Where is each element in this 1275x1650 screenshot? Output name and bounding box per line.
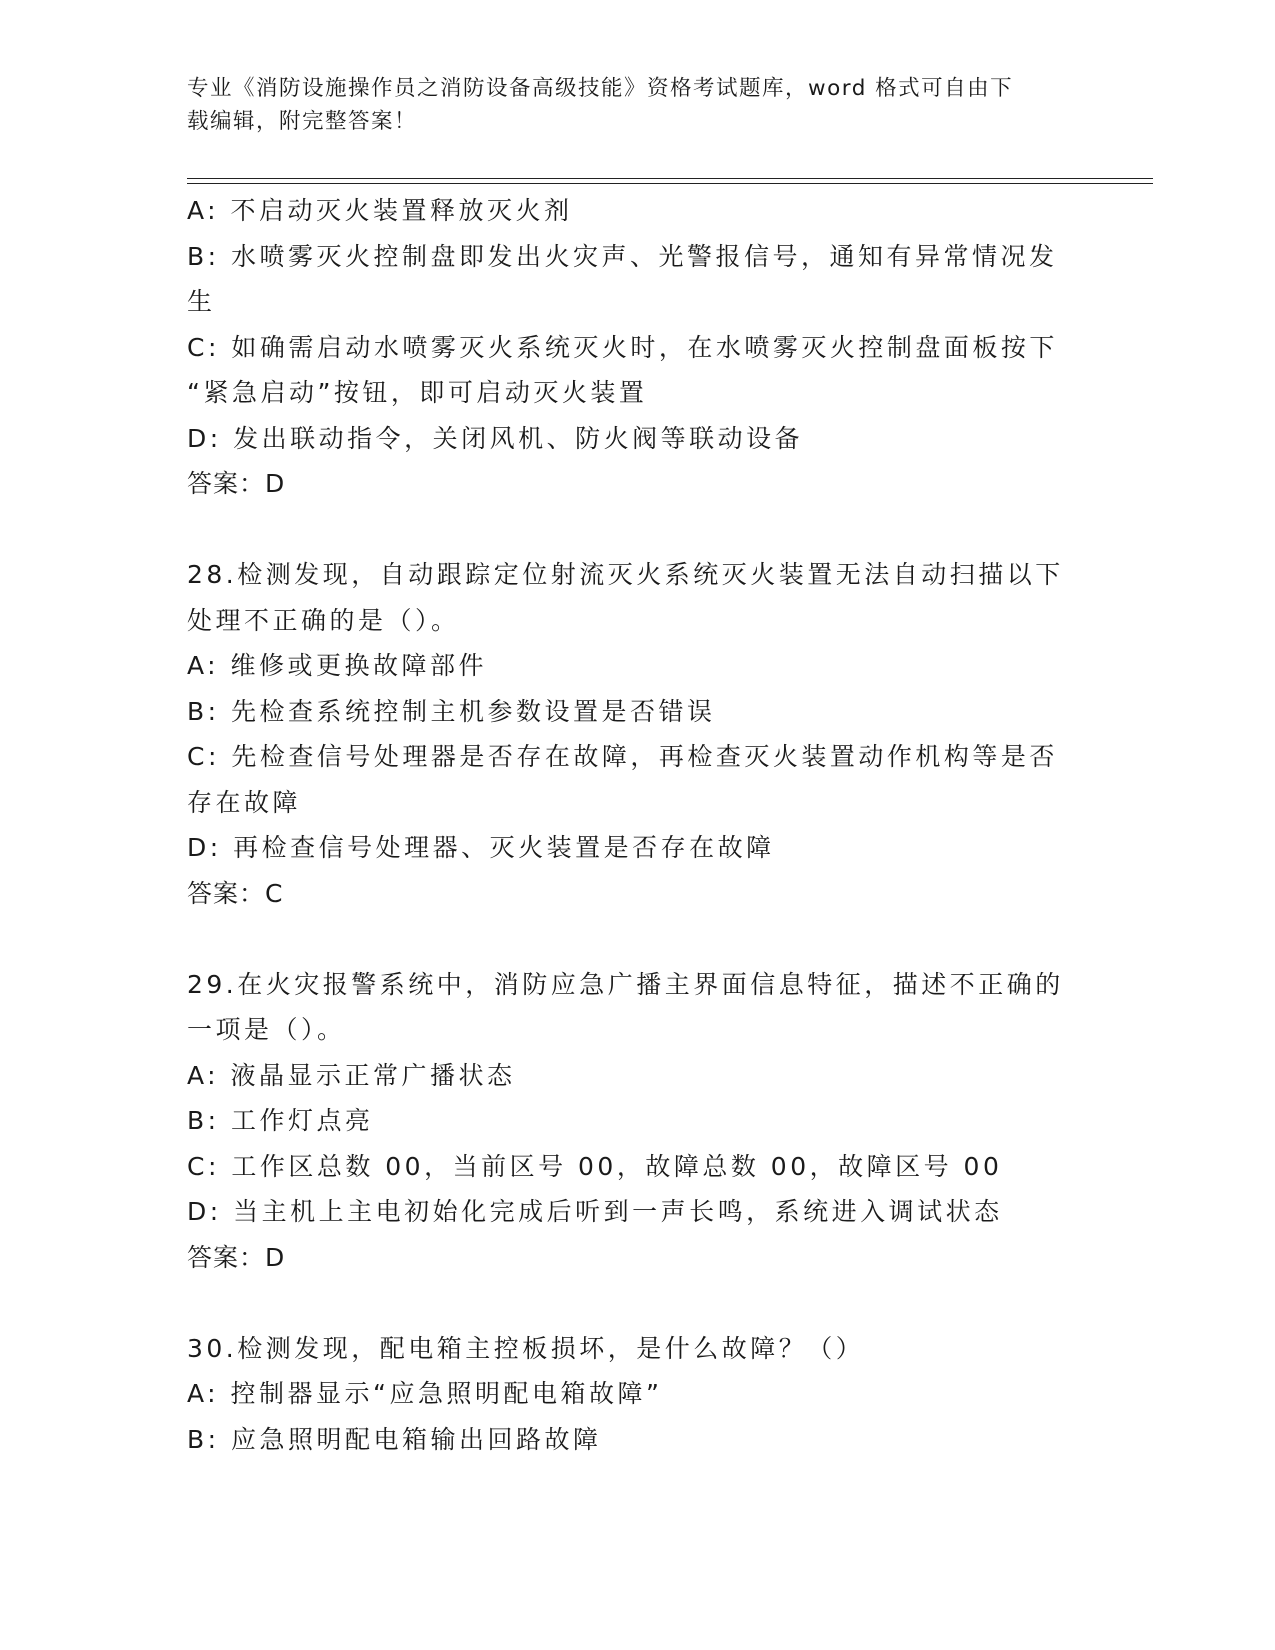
option-d: D: 当主机上主电初始化完成后听到一声长鸣，系统进入调试状态 <box>187 1197 1003 1226</box>
option-a: A: 不启动灭火装置释放灭火剂 <box>187 196 573 225</box>
spacer <box>187 507 1067 553</box>
question-stem-line-2: 一项是（）。 <box>187 1015 346 1044</box>
document-body <box>187 188 1067 1462</box>
question-stem-line-1: 30.检测发现，配电箱主控板损坏，是什么故障？（） <box>187 1333 865 1363</box>
option-c-line-1: C: 如确需启动水喷雾灭火系统灭火时，在水喷雾灭火控制盘面板按下 <box>187 332 1058 362</box>
option-b: B: 先检查系统控制主机参数设置是否错误 <box>187 696 716 726</box>
option-b: B: 应急照明配电箱输出回路故障 <box>187 1424 602 1454</box>
question-stem-line-2: 处理不正确的是（）。 <box>187 605 460 635</box>
question-29 <box>187 962 1067 1281</box>
header-divider-top <box>187 178 1153 179</box>
question-27-options <box>187 188 1067 507</box>
option-b-line-2: 生 <box>187 287 216 316</box>
document-header <box>187 72 1067 138</box>
option-c-line-1: C: 先检查信号处理器是否存在故障，再检查灭火装置动作机构等是否 <box>187 742 1058 771</box>
spacer <box>187 916 1067 962</box>
header-line-1: 专业《消防设施操作员之消防设备高级技能》资格考试题库，word 格式可自由下 <box>187 76 1014 101</box>
question-28 <box>187 552 1067 916</box>
spacer <box>187 1280 1067 1326</box>
option-c: C: 工作区总数 00，当前区号 00，故障总数 00，故障区号 00 <box>187 1151 1003 1181</box>
option-b-line-1: B: 水喷雾灭火控制盘即发出火灾声、光警报信号，通知有异常情况发 <box>187 241 1058 271</box>
answer: 答案：C <box>187 878 284 908</box>
answer: 答案：D <box>187 1242 286 1272</box>
option-a: A: 液晶显示正常广播状态 <box>187 1060 516 1090</box>
question-stem-line-1: 29.在火灾报警系统中，消防应急广播主界面信息特征，描述不正确的 <box>187 969 1064 999</box>
header-line-2: 载编辑，附完整答案！ <box>187 109 418 134</box>
option-d: D: 发出联动指令，关闭风机、防火阀等联动设备 <box>187 423 804 453</box>
answer: 答案：D <box>187 469 286 498</box>
option-d: D: 再检查信号处理器、灭火装置是否存在故障 <box>187 833 775 862</box>
option-c-line-2: 存在故障 <box>187 787 302 817</box>
option-a: A: 控制器显示“应急照明配电箱故障” <box>187 1379 663 1408</box>
header-divider-bottom <box>187 183 1153 184</box>
question-30 <box>187 1326 1067 1463</box>
option-a: A: 维修或更换故障部件 <box>187 651 488 680</box>
option-b: B: 工作灯点亮 <box>187 1106 374 1135</box>
option-c-line-2: “紧急启动”按钮，即可启动灭火装置 <box>187 378 648 407</box>
question-stem-line-1: 28.检测发现，自动跟踪定位射流灭火系统灭火装置无法自动扫描以下 <box>187 560 1064 589</box>
